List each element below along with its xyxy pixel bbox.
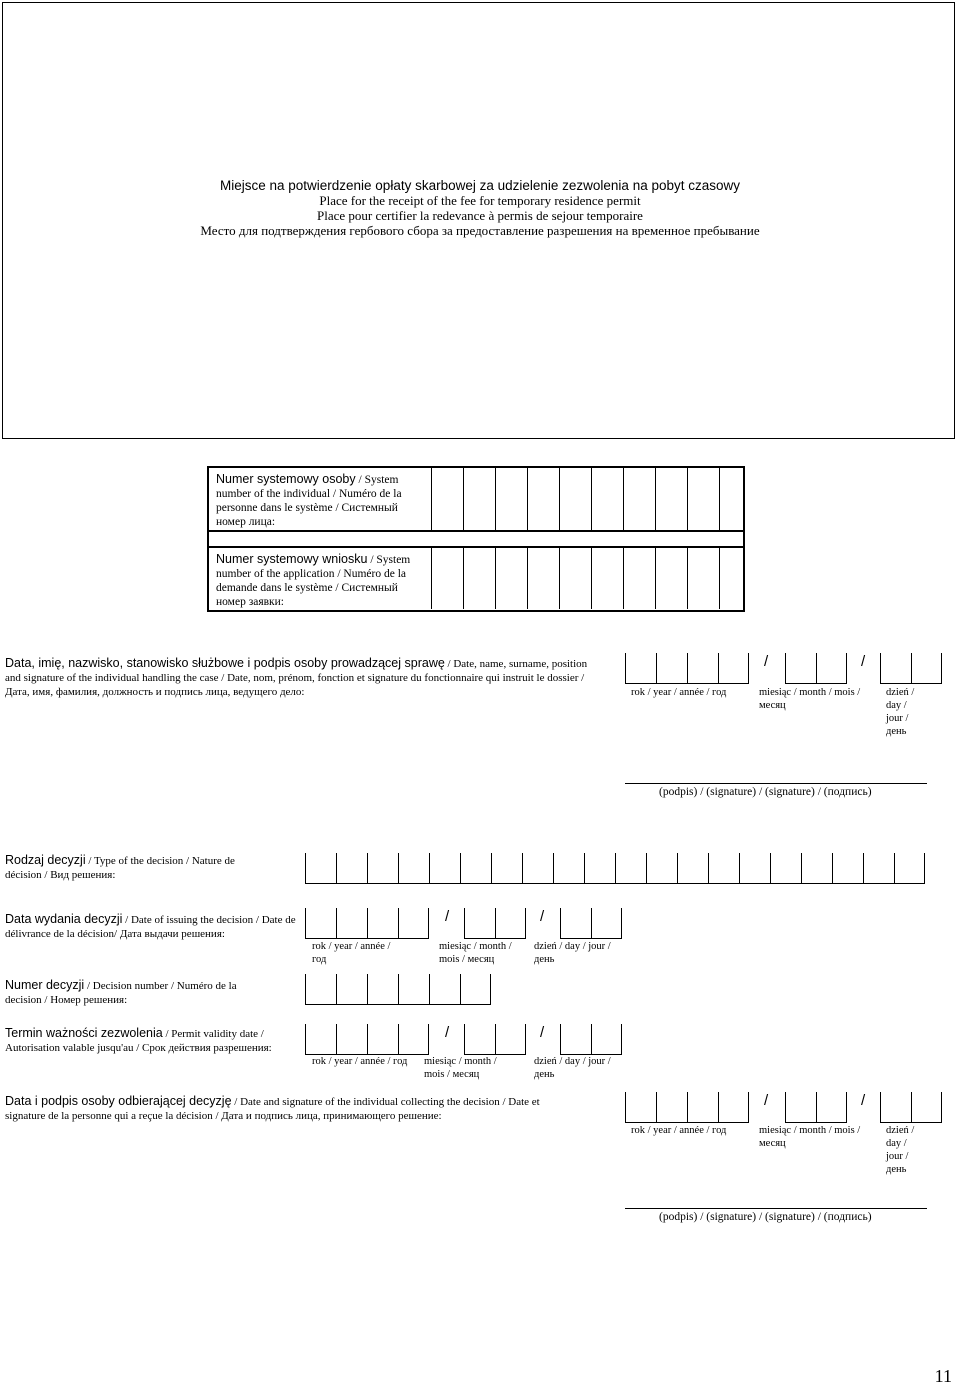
page-number: 11 bbox=[934, 1366, 952, 1386]
collector-date-slash-1: / bbox=[764, 1092, 769, 1109]
handler-month-field[interactable] bbox=[785, 653, 847, 684]
fee-box-caption bbox=[0, 178, 960, 238]
person-number-label: Numer systemowy osoby / System number of the individual / Numéro de la personne dans le système / Системный номер лица: bbox=[216, 472, 402, 528]
fee-caption-pl: Miejsce na potwierdzenie opłaty skarbowej za udzielenie zezwolenia na pobyt czasowy bbox=[219, 178, 741, 193]
decision-date-year-field[interactable] bbox=[305, 908, 429, 939]
handler-year-field[interactable] bbox=[625, 653, 749, 684]
handler-signature-line[interactable] bbox=[625, 783, 927, 784]
validity-month-field[interactable] bbox=[464, 1024, 526, 1055]
decision-date-label: Data wydania decyzji / Date of issuing the decision / Date de délivrance de la décision/ Дата выдачи решения: bbox=[5, 912, 296, 940]
handler-date-slash-1: / bbox=[764, 653, 769, 670]
collector-day-caption: dzień / day / jour / день bbox=[886, 1125, 915, 1175]
decision-type-field[interactable] bbox=[305, 853, 925, 884]
decision-date-slash-2: / bbox=[540, 908, 545, 925]
fee-caption-en: Place for the receipt of the fee for temporary residence permit bbox=[319, 193, 641, 208]
handler-label: Data, imię, nazwisko, stanowisko służbowe i podpis osoby prowadzącej sprawę / Date, name, surname, position and signature of the individual handling the case / Date, nom, prénom, fonction et signature du fonctionnaire qui instruit le dossier / Дата, имя, фамилия, должность и подпись лица, ведущего дело: bbox=[5, 656, 588, 698]
validity-month-caption: miesiąc / month / mois / месяц bbox=[424, 1056, 497, 1080]
decision-type-label: Rodzaj decyzji / Type of the decision / Nature de décision / Вид решения: bbox=[5, 853, 235, 881]
collector-year-caption: rok / year / année / год bbox=[631, 1125, 727, 1136]
validity-year-field[interactable] bbox=[305, 1024, 429, 1055]
collector-month-caption: miesiąc / month / mois / месяц bbox=[759, 1125, 861, 1149]
person-number-cells[interactable] bbox=[431, 468, 751, 530]
validity-label: Termin ważności zezwolenia / Permit validity date / Autorisation valable jusqu'au / Срок действия разрешения: bbox=[5, 1026, 272, 1054]
validity-day-caption: dzień / day / jour / день bbox=[534, 1056, 611, 1080]
application-number-label: Numer systemowy wniosku / System number of the application / Numéro de la demande dans le système / Системный номер заявки: bbox=[216, 552, 411, 608]
validity-day-field[interactable] bbox=[560, 1024, 622, 1055]
decision-date-slash-1: / bbox=[445, 908, 450, 925]
handler-month-caption: miesiąc / month / mois / месяц bbox=[759, 687, 861, 711]
handler-day-caption: dzień / day / jour / день bbox=[886, 687, 915, 737]
collector-month-field[interactable] bbox=[785, 1092, 847, 1123]
decision-date-month-field[interactable] bbox=[464, 908, 526, 939]
decision-number-field[interactable] bbox=[305, 974, 491, 1005]
handler-day-field[interactable] bbox=[880, 653, 942, 684]
decision-date-day-caption: dzień / day / jour / день bbox=[534, 941, 611, 965]
handler-date-slash-2: / bbox=[861, 653, 866, 670]
fee-caption-fr: Place pour certifier la redevance à permis de sejour temporaire bbox=[317, 208, 643, 223]
collector-date-slash-2: / bbox=[861, 1092, 866, 1109]
validity-year-caption: rok / year / année / год bbox=[312, 1056, 408, 1067]
decision-date-month-caption: miesiąc / month / mois / месяц bbox=[439, 941, 512, 965]
collector-label: Data i podpis osoby odbierającej decyzję / Date and signature of the individual collecting the decision / Date et signature de la personne qui a reçue la décision / Дата и подпись лица, принимающего решение: bbox=[5, 1094, 540, 1122]
collector-year-field[interactable] bbox=[625, 1092, 749, 1123]
application-number-cells[interactable] bbox=[431, 547, 751, 609]
validity-slash-1: / bbox=[445, 1024, 450, 1041]
collector-signature-caption: (podpis) / (signature) / (signature) / (подпись) bbox=[659, 1211, 872, 1223]
decision-date-year-caption: rok / year / année / год bbox=[312, 941, 391, 965]
handler-year-caption: rok / year / année / год bbox=[631, 687, 727, 698]
decision-number-label: Numer decyzji / Decision number / Numéro de la decision / Номер решения: bbox=[5, 978, 237, 1006]
fee-caption-ru: Место для подтверждения гербового сбора за предоставление разрешения на временное пребывание bbox=[200, 223, 760, 238]
system-divider-1 bbox=[209, 530, 743, 532]
decision-date-day-field[interactable] bbox=[560, 908, 622, 939]
handler-signature-caption: (podpis) / (signature) / (signature) / (подпись) bbox=[659, 786, 872, 798]
collector-day-field[interactable] bbox=[880, 1092, 942, 1123]
system-numbers-box bbox=[207, 466, 745, 612]
collector-signature-line[interactable] bbox=[625, 1208, 927, 1209]
validity-slash-2: / bbox=[540, 1024, 545, 1041]
